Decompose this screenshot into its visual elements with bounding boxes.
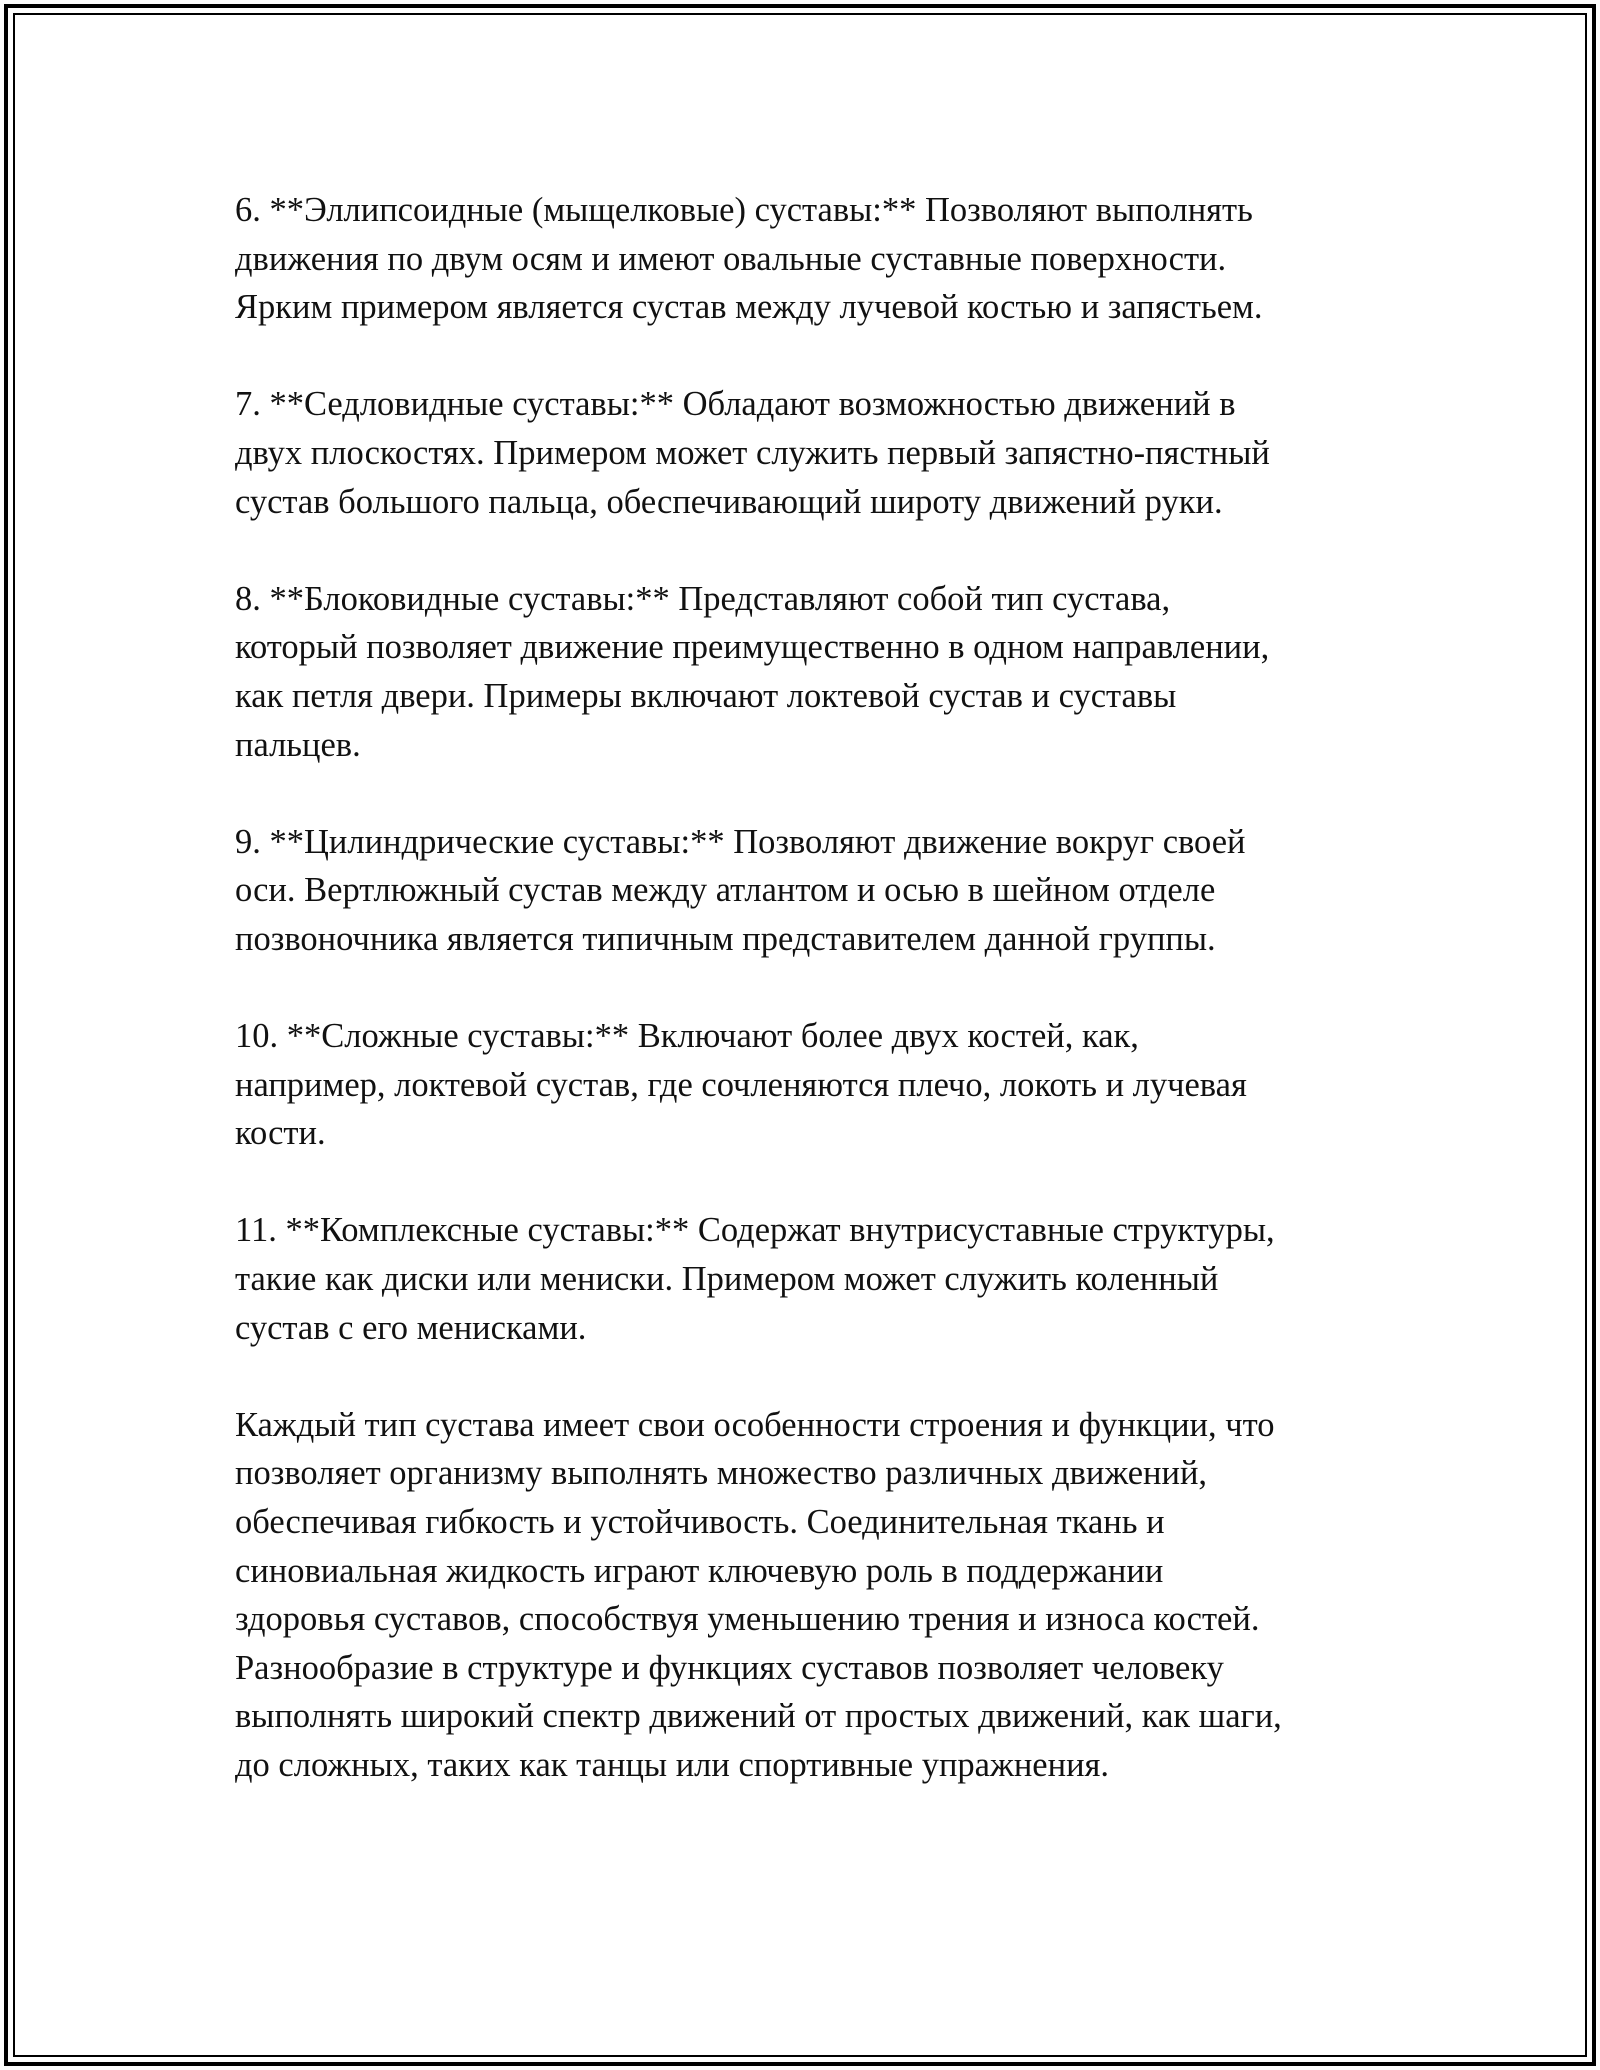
paragraph-conclusion: Каждый тип сустава имеет свои особенности строения и функции, что позволяет организму выполнять множество различных движений, обеспечивая гибкость и устойчивость. Соединительная ткань и синовиальная жидкость играют ключевую роль в поддержании здоровья суставов, способствуя уменьшению трения и износа костей. Разнообразие в структуре и функциях суставов позволяет человеку выполнять широкий спектр движений от простых движений, как шаги, до сложных, таких как танцы или спортивные упражнения. xyxy=(235,1405,1282,1784)
paragraph-pivot-joints: 9. **Цилиндрические суставы:** Позволяют движение вокруг своей оси. Вертлюжный сустав между атлантом и осью в шейном отделе позвоночника является типичным представителем данной группы. xyxy=(235,822,1246,958)
paragraph-hinge-joints: 8. **Блоковидные суставы:** Представляют собой тип сустава, который позволяет движение преимущественно в одном направлении, как петля двери. Примеры включают локтевой сустав и суставы пальцев. xyxy=(235,579,1270,764)
document-body xyxy=(235,186,1375,1838)
paragraph-ellipsoid-joints: 6. **Эллипсоидные (мыщелковые) суставы:** Позволяют выполнять движения по двум осям и имеют овальные суставные поверхности. Ярким примером является сустав между лучевой костью и запястьем. xyxy=(235,191,1263,327)
paragraph-saddle-joints: 7. **Седловидные суставы:** Обладают возможностью движений в двух плоскостях. Примером может служить первый запястно-пястный сустав большого пальца, обеспечивающий широту движений руки. xyxy=(235,385,1270,521)
paragraph-complex-joints: 11. **Комплексные суставы:** Содержат внутрисуставные структуры, такие как диски или мениски. Примером может служить коленный сустав с его менисками. xyxy=(235,1211,1275,1347)
paragraph-compound-joints: 10. **Сложные суставы:** Включают более двух костей, как, например, локтевой сустав, где сочленяются плечо, локоть и лучевая кости. xyxy=(235,1017,1247,1153)
